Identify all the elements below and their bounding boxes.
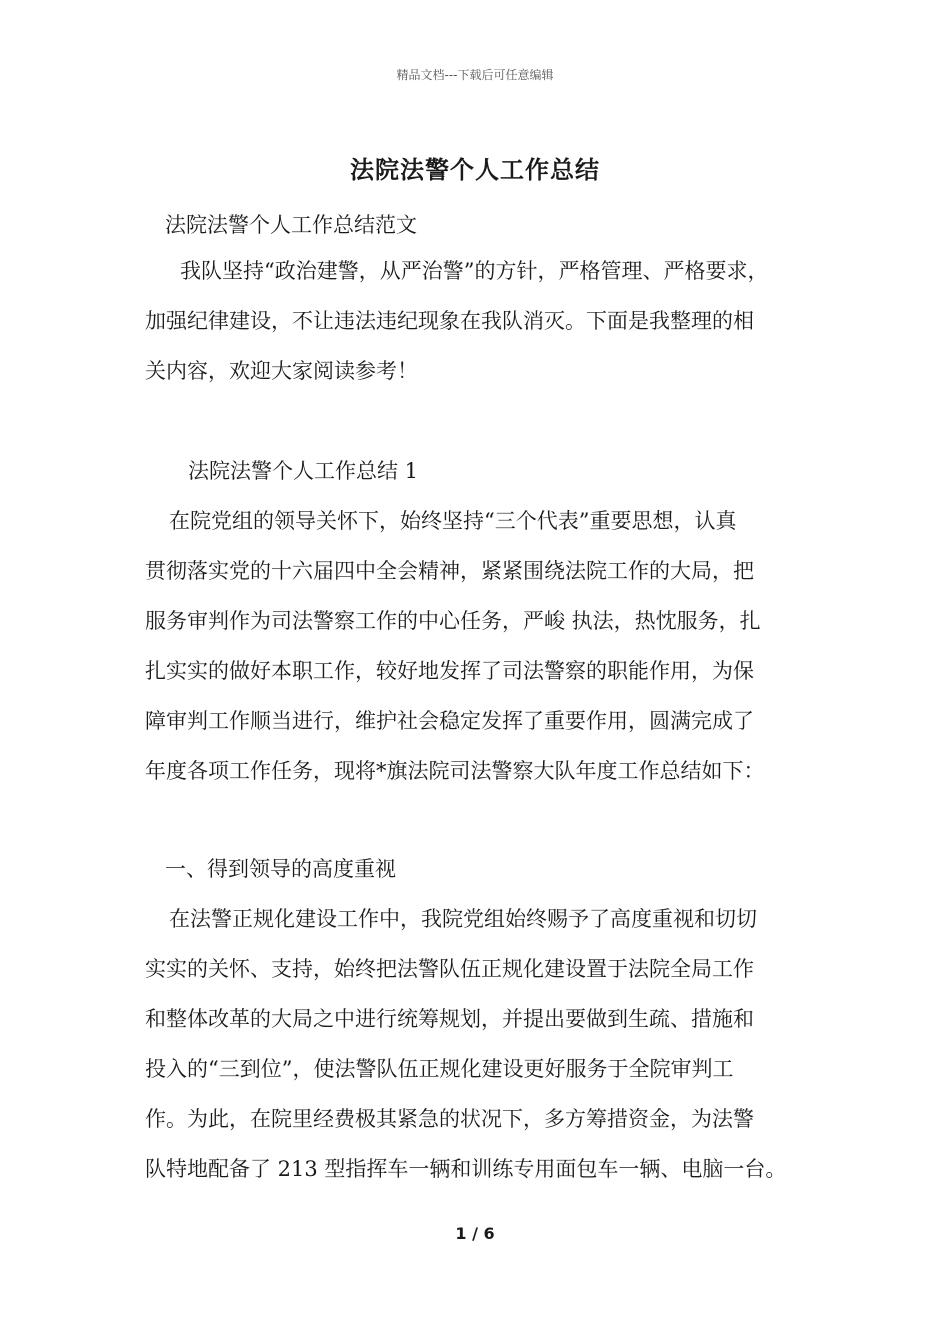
intro-line: 我队坚持“政治建警，从严治警”的方针，严格管理、严格要求， (180, 259, 769, 283)
section1-line: 扎实实的做好本职工作，较好地发挥了司法警察的职能作用，为保 (145, 659, 754, 683)
part1-line: 实实的关怀、支持，始终把法警队伍正规化建设置于法院全局工作 (145, 957, 754, 981)
section1-paragraph (145, 496, 825, 796)
section1-line: 服务审判作为司法警察工作的中心任务，严峻 执法，热忱服务，扎 (145, 609, 761, 633)
part1-line: 在法警正规化建设工作中，我院党组始终赐予了高度重视和切切 (169, 907, 757, 931)
part1-line: 作。为此，在院里经费极其紧急的状况下，多方筹措资金，为法警 (145, 1107, 754, 1131)
part1-line: 队特地配备了 213 型指挥车一辆和训练专用面包车一辆、电脑一台。 (145, 1157, 787, 1181)
section1-line: 在院党组的领导关怀下，始终坚持“三个代表”重要思想，认真 (169, 509, 737, 533)
section1-line: 贯彻落实党的十六届四中全会精神，紧紧围绕法院工作的大局，把 (145, 559, 754, 583)
section1-line: 障审判工作顺当进行，维护社会稳定发挥了重要作用，圆满完成了 (145, 709, 754, 733)
document-subtitle: 法院法警个人工作总结范文 (165, 213, 417, 237)
part1-paragraph (145, 894, 825, 1194)
part-heading-1: 一、得到领导的高度重视 (165, 857, 396, 881)
header-note: 精品文档---下载后可任意编辑 (396, 68, 554, 82)
intro-line: 加强纪律建设，不让违法违纪现象在我队消灭。下面是我整理的相 (145, 309, 754, 333)
page-indicator: 1 / 6 (455, 1224, 495, 1243)
section1-line: 年度各项工作任务，现将*旗法院司法警察大队年度工作总结如下： (145, 759, 765, 783)
part1-line: 投入的“三到位”，使法警队伍正规化建设更好服务于全院审判工 (145, 1057, 734, 1081)
part1-line: 和整体改革的大局之中进行统筹规划，并提出要做到生疏、措施和 (145, 1007, 754, 1031)
intro-line: 关内容，欢迎大家阅读参考！ (145, 359, 418, 383)
section-heading-1: 法院法警个人工作总结 1 (188, 459, 419, 483)
document-title: 法院法警个人工作总结 (350, 155, 600, 184)
intro-paragraph (145, 246, 825, 396)
